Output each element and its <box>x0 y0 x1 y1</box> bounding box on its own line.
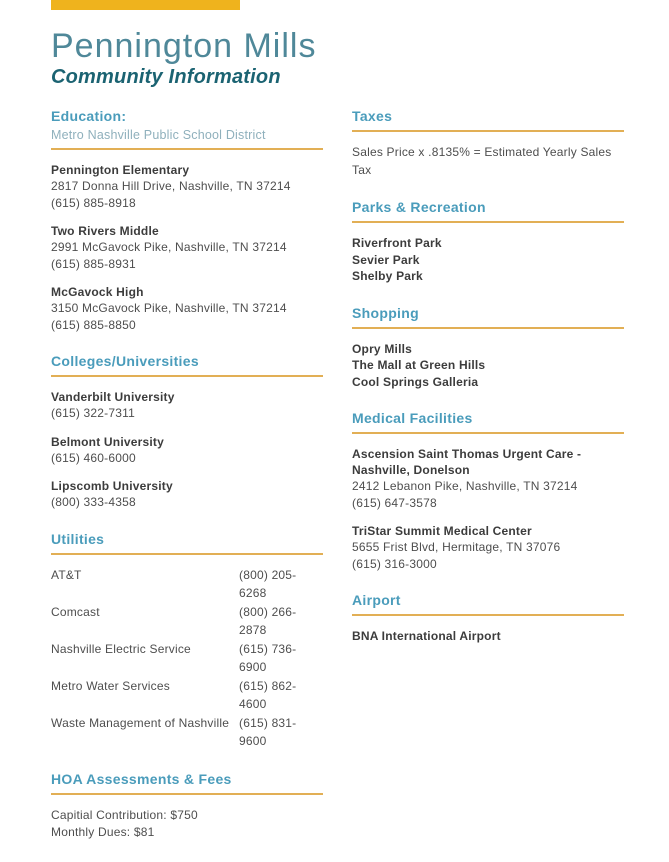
utility-name: Nashville Electric Service <box>51 641 191 656</box>
page-header <box>0 0 669 89</box>
hoa-lines <box>51 807 323 842</box>
medical-phone: (615) 647-3578 <box>352 495 437 510</box>
school-entry <box>51 284 323 333</box>
section-heading-shopping: Shopping <box>352 304 419 321</box>
shopping-item: The Mall at Green Hills <box>352 358 486 372</box>
medical-address: 2412 Lebanon Pike, Nashville, TN 37214 <box>352 479 578 493</box>
section-heading-colleges: Colleges/Universities <box>51 353 199 369</box>
section-colleges <box>51 353 323 511</box>
gold-divider <box>51 148 323 150</box>
page-subtitle: Community Information <box>51 66 281 88</box>
section-education <box>51 108 323 333</box>
college-entry <box>51 478 323 511</box>
college-phone: (615) 322-7311 <box>51 406 135 420</box>
medical-name: TriStar Summit Medical Center <box>352 524 532 538</box>
utility-row <box>51 566 323 603</box>
content-columns <box>51 108 669 862</box>
section-shopping <box>352 305 624 391</box>
utility-name: Waste Management of Nashville <box>51 715 230 730</box>
gold-divider <box>352 327 624 329</box>
park-item: Shelby Park <box>352 269 423 283</box>
section-heading-utilities: Utilities <box>51 530 105 547</box>
school-phone: (615) 885-8850 <box>51 317 136 332</box>
gold-divider <box>51 375 323 377</box>
college-entry <box>51 389 323 422</box>
utility-row <box>51 677 323 714</box>
section-utilities <box>51 531 323 751</box>
section-hoa <box>51 771 323 842</box>
utility-name: AT&T <box>51 567 82 582</box>
school-name: McGavock High <box>51 285 144 299</box>
parks-list <box>352 235 624 285</box>
right-column <box>352 108 624 862</box>
shopping-item: Cool Springs Galleria <box>352 374 479 389</box>
airport-list <box>352 628 624 645</box>
park-item: Riverfront Park <box>352 236 442 250</box>
medical-entry <box>352 523 624 572</box>
utility-name: Comcast <box>51 604 100 619</box>
school-address: 2991 McGavock Pike, Nashville, TN 37214 <box>51 240 287 254</box>
utility-phone: (615) 736-6900 <box>239 641 297 674</box>
college-name: Belmont University <box>51 434 164 449</box>
utility-phone: (800) 266-2878 <box>239 604 297 637</box>
school-entry <box>51 223 323 272</box>
college-phone: (800) 333-4358 <box>51 495 136 509</box>
airport-item: BNA International Airport <box>352 629 501 643</box>
medical-entry <box>352 446 624 511</box>
section-medical <box>352 410 624 572</box>
college-name: Vanderbilt University <box>51 390 175 404</box>
medical-address: 5655 Frist Blvd, Hermitage, TN 37076 <box>352 540 561 554</box>
accent-bar <box>51 0 240 10</box>
school-name: Pennington Elementary <box>51 163 190 177</box>
school-entry <box>51 162 323 211</box>
tax-formula: Sales Price x .8135% = Estimated Yearly Sales Tax <box>352 145 612 177</box>
utilities-table <box>51 566 323 751</box>
medical-phone: (615) 316-3000 <box>352 556 437 571</box>
gold-divider <box>352 130 624 132</box>
hoa-line: Monthly Dues: $81 <box>51 825 155 839</box>
section-heading-parks: Parks & Recreation <box>352 199 486 215</box>
shopping-item: Opry Mills <box>352 341 413 356</box>
hoa-line: Capitial Contribution: $750 <box>51 807 198 822</box>
gold-divider <box>352 221 624 223</box>
school-address: 3150 McGavock Pike, Nashville, TN 37214 <box>51 301 287 315</box>
gold-divider <box>352 432 624 434</box>
school-name: Two Rivers Middle <box>51 224 159 238</box>
school-district: Metro Nashville Public School District <box>51 128 266 142</box>
utility-name: Metro Water Services <box>51 678 170 693</box>
utility-phone: (615) 831-9600 <box>239 715 297 748</box>
utility-phone: (800) 205-6268 <box>239 567 297 600</box>
medical-name: Ascension Saint Thomas Urgent Care - Nashville, Donelson <box>352 447 582 477</box>
shopping-list <box>352 341 624 391</box>
gold-divider <box>51 553 323 555</box>
college-phone: (615) 460-6000 <box>51 450 136 465</box>
section-heading-education: Education: <box>51 108 127 124</box>
left-column <box>51 108 323 862</box>
school-phone: (615) 885-8918 <box>51 195 136 210</box>
section-heading-hoa: HOA Assessments & Fees <box>51 770 232 787</box>
school-address: 2817 Donna Hill Drive, Nashville, TN 37214 <box>51 179 291 193</box>
utility-phone: (615) 862-4600 <box>239 678 297 711</box>
park-item: Sevier Park <box>352 252 420 267</box>
section-airport <box>352 592 624 645</box>
college-name: Lipscomb University <box>51 479 173 493</box>
section-heading-taxes: Taxes <box>352 108 393 124</box>
gold-divider <box>352 614 624 616</box>
utility-row <box>51 640 323 677</box>
section-parks <box>352 199 624 285</box>
section-heading-medical: Medical Facilities <box>352 410 473 426</box>
gold-divider <box>51 793 323 795</box>
utility-row <box>51 714 323 751</box>
tax-block <box>352 144 624 179</box>
college-entry <box>51 434 323 467</box>
page-title: Pennington Mills <box>51 27 317 65</box>
utility-row <box>51 603 323 640</box>
school-phone: (615) 885-8931 <box>51 256 136 271</box>
section-taxes <box>352 108 624 179</box>
section-heading-airport: Airport <box>352 592 401 608</box>
